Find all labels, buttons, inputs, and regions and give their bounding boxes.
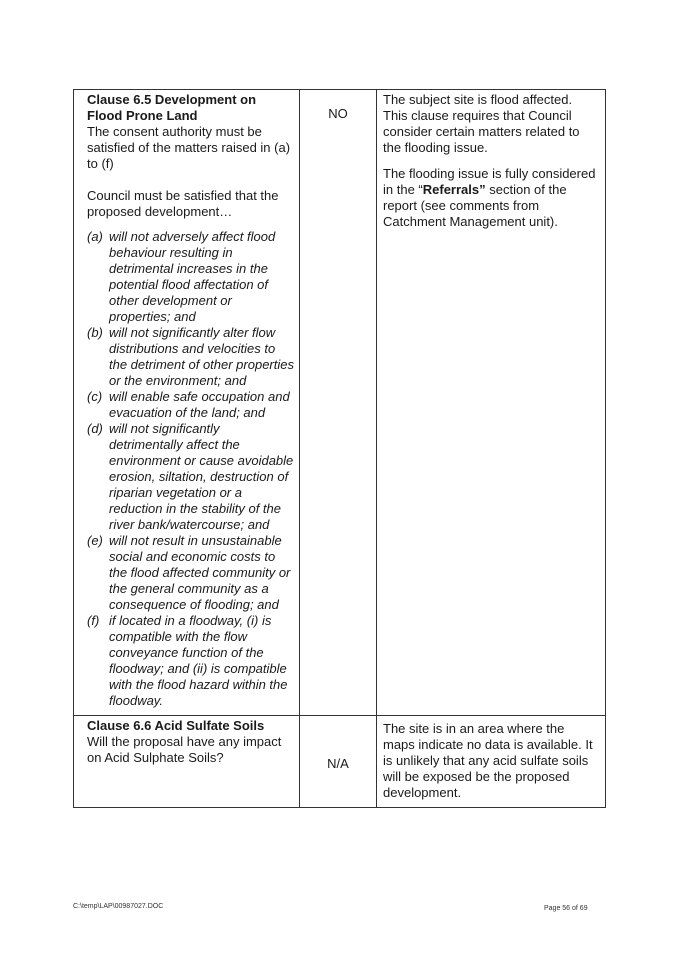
comment-paragraph: The site is in an area where the maps indicate no data is available. It is unlikely that any acid sulfate soils will be exposed be the proposed development. <box>383 721 593 800</box>
list-item <box>87 389 295 421</box>
list-item-label: (a) <box>87 229 103 244</box>
list-item-label: (b) <box>87 325 103 340</box>
comment-cell <box>377 716 605 807</box>
comment-paragraph: The subject site is flood affected. This clause requires that Council consider certain matters related to the flooding issue. <box>383 92 580 155</box>
clause-question: Will the proposal have any impact on Acid Sulphate Soils? <box>87 734 282 765</box>
list-item-label: (e) <box>87 533 103 548</box>
assessment-table <box>73 89 606 808</box>
comment-text: The flooding issue is fully considered in the “ <box>383 166 596 197</box>
clause-cell <box>74 90 300 715</box>
compliance-cell <box>300 90 377 715</box>
comment-bold-text: Referrals” <box>422 182 486 197</box>
clause-cell <box>74 716 300 807</box>
clause-intro: The consent authority must be satisfied of the matters raised in (a) to (f) <box>87 124 291 171</box>
list-item-label: (f) <box>87 613 100 628</box>
list-item-text: will enable safe occupation and evacuation of the land; and <box>109 389 290 420</box>
compliance-value: NO <box>328 106 348 121</box>
list-item-text: if located in a floodway, (i) is compatible with the flow conveyance function of the floodway; and (ii) is compatible with the flood hazard within the floodway. <box>109 613 288 708</box>
list-item <box>87 613 295 709</box>
clause-lead: Council must be satisfied that the proposed development… <box>87 188 279 219</box>
list-item-label: (d) <box>87 421 103 436</box>
list-item-text: will not significantly alter flow distributions and velocities to the detriment of other properties or the environment; and <box>109 325 294 388</box>
clause-title: Clause 6.6 Acid Sulfate Soils <box>87 718 265 733</box>
list-item-text: will not result in unsustainable social and economic costs to the flood affected community or the general community as a consequence of flooding; and <box>109 533 291 612</box>
compliance-cell <box>300 716 377 807</box>
list-item-label: (c) <box>87 389 103 404</box>
comment-cell <box>377 90 605 715</box>
list-item <box>87 325 295 389</box>
table-row-clause-6-5 <box>74 90 605 716</box>
list-item-text: will not adversely affect flood behaviour resulting in detrimental increases in the potential flood affectation of other development or properties; and <box>109 229 276 324</box>
clause-title: Clause 6.5 Development on Flood Prone Land <box>87 92 257 123</box>
footer-page-number: Page 56 of 69 <box>544 905 588 912</box>
list-item <box>87 229 295 325</box>
table-row-clause-6-6 <box>74 716 605 807</box>
compliance-value: N/A <box>327 756 349 771</box>
comment-text: section of the report (see comments from Catchment Management unit). <box>383 182 567 229</box>
comment-paragraph-referrals <box>383 166 599 230</box>
list-item <box>87 421 295 533</box>
footer-file-path: C:\temp\LAP\00987027.DOC <box>73 903 164 910</box>
list-item <box>87 533 295 613</box>
list-item-text: will not significantly detrimentally affect the environment or cause avoidable erosion, siltation, destruction of riparian vegetation or a reduction in the stability of the river bank/watercourse; and <box>109 421 294 532</box>
criteria-list <box>87 229 295 709</box>
